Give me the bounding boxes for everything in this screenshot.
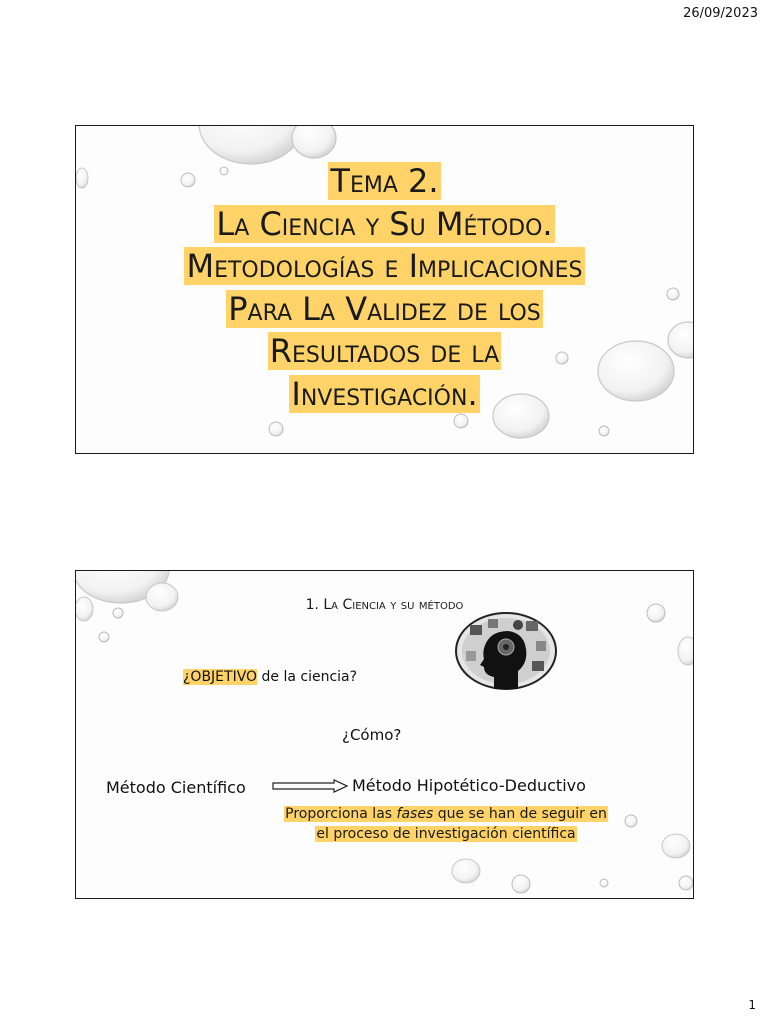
slide-title-text [76, 160, 693, 415]
page-date: 26/09/2023 [683, 6, 758, 21]
brain-head-icon [454, 611, 558, 691]
title-line-2: La Ciencia y Su Método. [216, 204, 553, 243]
fases-line-1 [284, 806, 608, 822]
slide-title [75, 125, 694, 454]
objective-question [183, 669, 357, 685]
metodo-hipotetico-label: Método Hipotético-Deductivo [352, 776, 586, 795]
page-number: 1 [748, 998, 756, 1012]
fases-italic-word: fases [396, 806, 434, 822]
title-line-4: Para La Validez de los [228, 289, 541, 328]
fases-line-2: el proceso de investigación científica [316, 826, 576, 842]
fases-part-1: Proporciona las [285, 806, 397, 822]
fases-description [256, 804, 636, 844]
title-line-5: Resultados de la [269, 332, 500, 370]
title-line-3: Metodologías e Implicaciones [186, 247, 583, 285]
metodo-cientifico-label: Método Científico [106, 778, 246, 797]
objective-highlight: ¿OBJETIVO [183, 669, 258, 685]
slide-ciencia-metodo [75, 570, 694, 899]
fases-part-2: que se han de seguir en [433, 806, 607, 822]
title-line-6: Investigación. [291, 374, 478, 413]
como-question: ¿Cómo? [342, 726, 402, 744]
right-arrow-icon [272, 779, 348, 793]
objective-rest: de la ciencia? [257, 669, 358, 685]
title-line-1: Tema 2. [330, 162, 439, 200]
slide-heading: 1. La Ciencia y su método [305, 597, 464, 613]
